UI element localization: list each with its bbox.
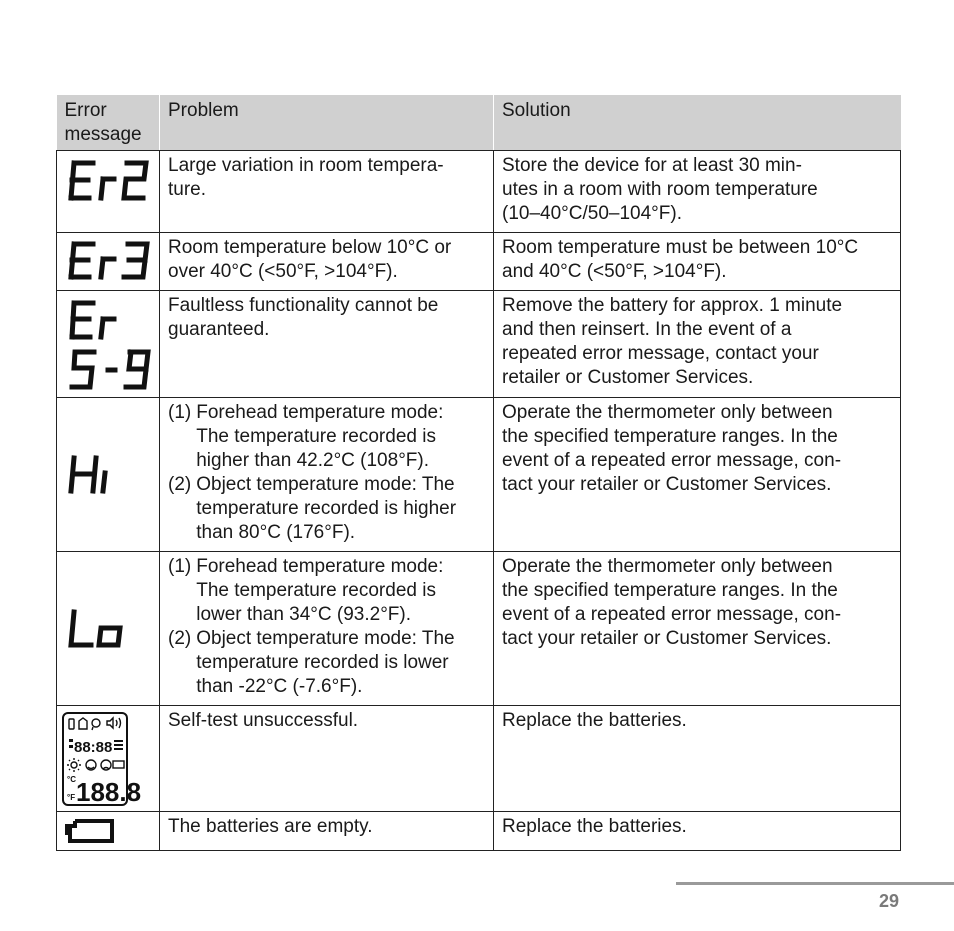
error-icon-cell bbox=[57, 706, 160, 812]
table-row bbox=[57, 291, 901, 398]
solution-cell: Room temperature must be between 10°C and 40°C (<50°F, >104°F). bbox=[494, 233, 901, 291]
solution-cell: Replace the batteries. bbox=[494, 706, 901, 812]
svg-text:°F: °F bbox=[67, 793, 76, 802]
error-icon-cell bbox=[57, 398, 160, 552]
table-row bbox=[57, 151, 901, 233]
list-item: (2) Object temperature mode: The temperature recorded is lower than -22°C (-7.6°F). bbox=[168, 628, 455, 697]
solution-cell: Operate the thermometer only between the specified temperature ranges. In the event of a repeated error message, con- tact your retailer or Customer Services. bbox=[494, 398, 901, 552]
solution-cell: Remove the battery for approx. 1 minute and then reinsert. In the event of a repeated error message, contact your retailer or Customer Services. bbox=[494, 291, 901, 398]
error-icon-cell bbox=[57, 151, 160, 233]
svg-text:°C: °C bbox=[67, 775, 76, 784]
problem-cell: Room temperature below 10°C or over 40°C (<50°F, >104°F). bbox=[160, 233, 494, 291]
problem-cell bbox=[160, 552, 494, 706]
solution-cell: Replace the batteries. bbox=[494, 812, 901, 851]
error-icon-cell bbox=[57, 812, 160, 851]
table-row bbox=[57, 233, 901, 291]
error-icon-cell bbox=[57, 291, 160, 398]
table-header-row bbox=[57, 95, 901, 151]
header-solution: Solution bbox=[494, 95, 901, 151]
empty-battery-icon bbox=[65, 817, 117, 845]
table-row bbox=[57, 706, 901, 812]
list-item: (1) Forehead temperature mode: The temperature recorded is higher than 42.2°C (108°F). bbox=[168, 402, 444, 471]
hi-segment-display-icon bbox=[65, 453, 125, 497]
header-error-message: Error message bbox=[57, 95, 160, 151]
problem-cell bbox=[160, 398, 494, 552]
svg-text:88:88: 88:88 bbox=[74, 739, 113, 756]
table-row bbox=[57, 398, 901, 552]
er2-segment-display-icon bbox=[63, 157, 155, 205]
er-5-9-segment-display-icon bbox=[63, 297, 155, 393]
lo-segment-display-icon bbox=[65, 607, 129, 651]
error-icon-cell bbox=[57, 552, 160, 706]
header-problem: Problem bbox=[160, 95, 494, 151]
list-item: (2) Object temperature mode: The temperature recorded is higher than 80°C (176°F). bbox=[168, 474, 457, 543]
solution-cell: Operate the thermometer only between the specified temperature ranges. In the event of a repeated error message, con- tact your retailer or Customer Services. bbox=[494, 552, 901, 706]
er3-segment-display-icon bbox=[63, 239, 155, 283]
error-message-table bbox=[56, 95, 901, 851]
full-lcd-display-icon bbox=[62, 712, 142, 807]
svg-text:188.8: 188.8 bbox=[76, 777, 142, 807]
page-number: 29 bbox=[878, 891, 899, 911]
table-row bbox=[57, 812, 901, 851]
list-item: (1) Forehead temperature mode: The temperature recorded is lower than 34°C (93.2°F). bbox=[168, 556, 444, 625]
error-icon-cell bbox=[57, 233, 160, 291]
problem-cell: Faultless functionality cannot be guaranteed. bbox=[160, 291, 494, 398]
footer-divider bbox=[676, 882, 954, 885]
problem-cell: Self-test unsuccessful. bbox=[160, 706, 494, 812]
table-row bbox=[57, 552, 901, 706]
problem-cell: Large variation in room tempera- ture. bbox=[160, 151, 494, 233]
problem-cell: The batteries are empty. bbox=[160, 812, 494, 851]
solution-cell: Store the device for at least 30 min- utes in a room with room temperature (10–40°C/50–104°F). bbox=[494, 151, 901, 233]
